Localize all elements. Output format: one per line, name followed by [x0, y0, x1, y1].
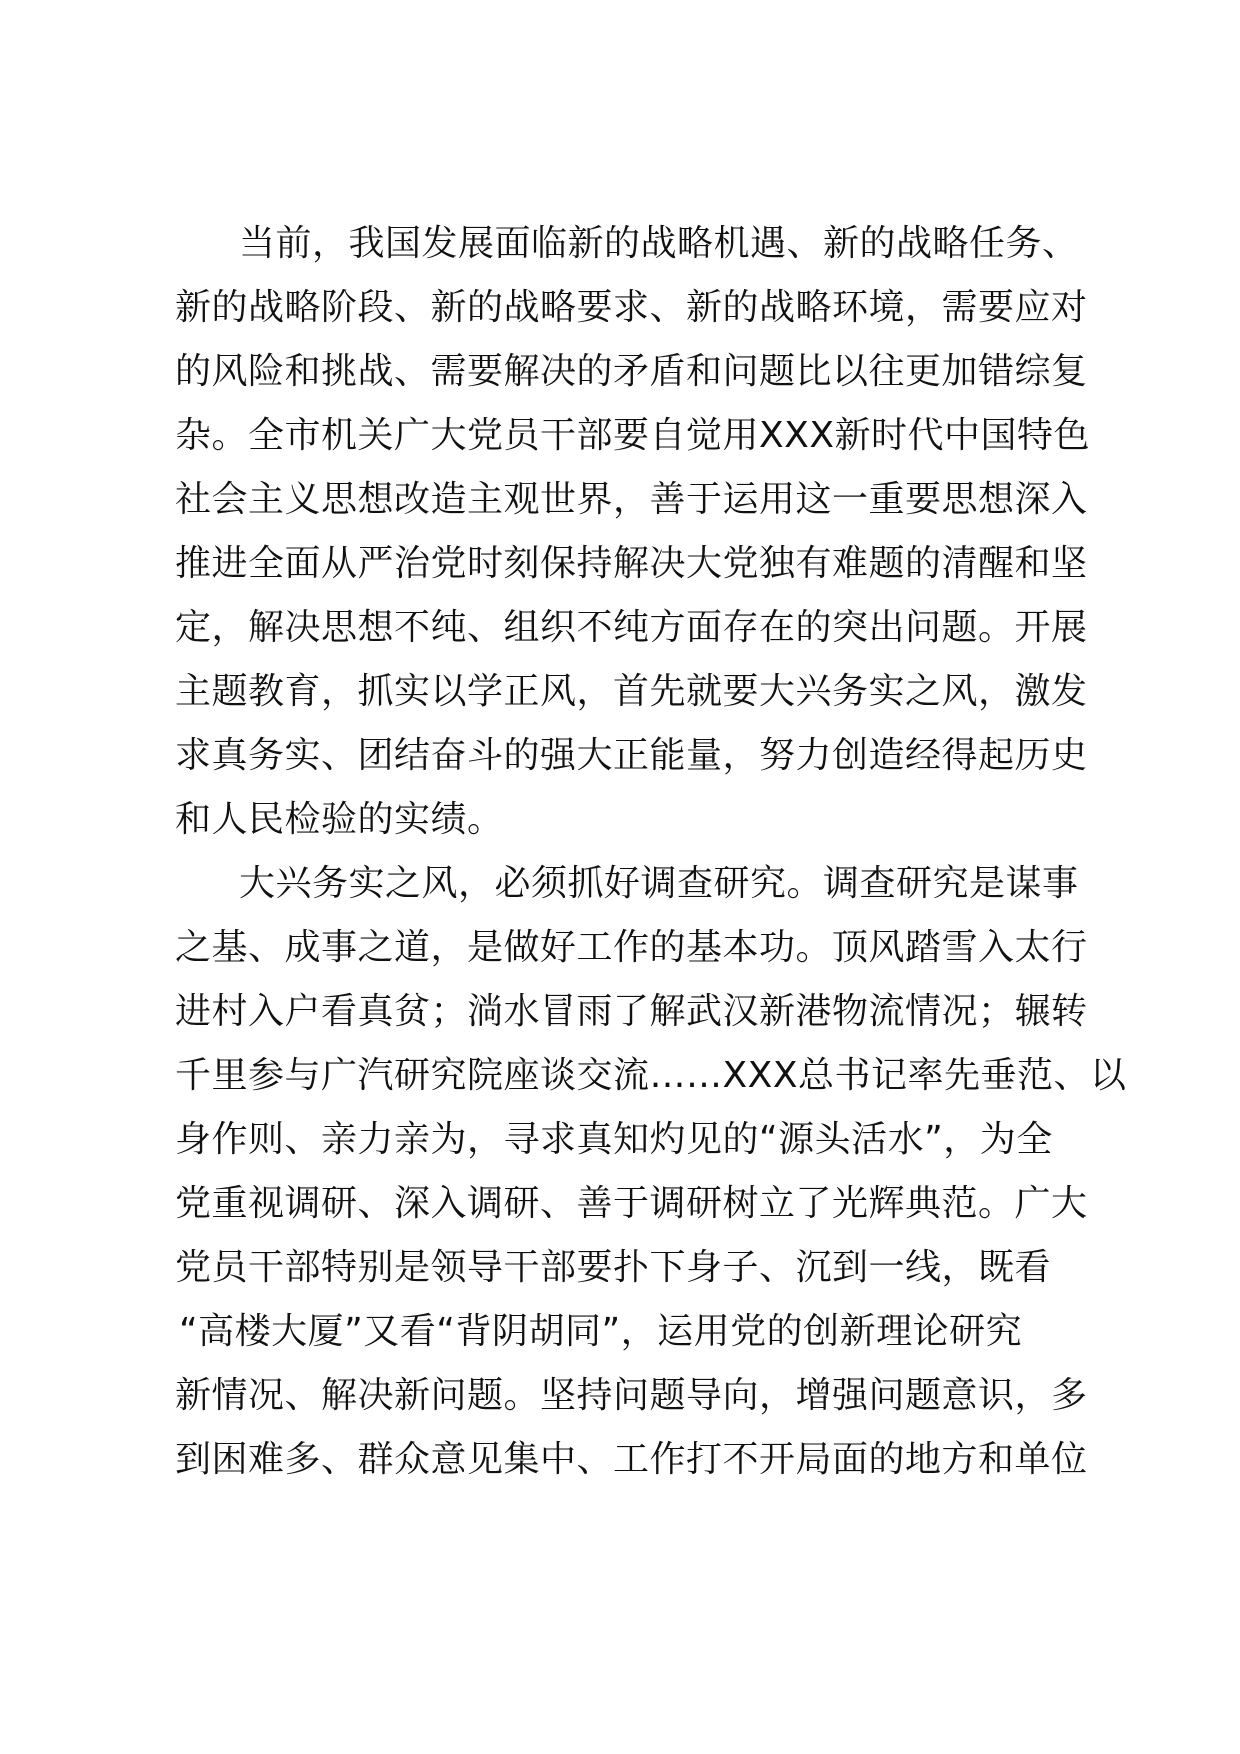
paragraph-line: 身作则、亲力亲为，寻求真知灼见的“源头活水”，为全: [175, 1119, 1053, 1160]
document-body: [175, 212, 1127, 1492]
paragraph-line: 主题教育，抓实以学正风，首先就要大兴务实之风，激发: [175, 671, 1088, 712]
paragraph-line: 和人民检验的实绩。: [175, 799, 504, 840]
paragraph-line: 新情况、解决新问题。坚持问题导向，增强问题意识，多: [175, 1375, 1088, 1416]
paragraph-1: [175, 212, 1095, 852]
paragraph-line: “高楼大厦”又看“背阴胡同”，运用党的创新理论研究: [179, 1311, 1023, 1352]
paragraph-line: 杂。全市机关广大党员干部要自觉用XXX新时代中国特色: [175, 415, 1090, 456]
paragraph-2: [175, 852, 1127, 1492]
paragraph-line: 新的战略阶段、新的战略要求、新的战略环境，需要应对: [175, 287, 1088, 328]
paragraph-line: 千里参与广汽研究院座谈交流……XXX总书记率先垂范、以: [175, 1055, 1127, 1096]
paragraph-line: 定，解决思想不纯、组织不纯方面存在的突出问题。开展: [175, 607, 1088, 648]
paragraph-line: 进村入户看真贫；淌水冒雨了解武汉新港物流情况；辗转: [175, 991, 1088, 1032]
paragraph-line: 求真务实、团结奋斗的强大正能量，努力创造经得起历史: [175, 735, 1088, 776]
paragraph-line: 大兴务实之风，必须抓好调查研究。调查研究是谋事: [239, 863, 1079, 904]
paragraph-line: 之基、成事之道，是做好工作的基本功。顶风踏雪入太行: [175, 927, 1088, 968]
paragraph-line: 的风险和挑战、需要解决的矛盾和问题比以往更加错综复: [175, 351, 1088, 392]
paragraph-line: 推进全面从严治党时刻保持解决大党独有难题的清醒和坚: [175, 543, 1088, 584]
paragraph-line: 到困难多、群众意见集中、工作打不开局面的地方和单位: [175, 1439, 1088, 1480]
paragraph-line: 党重视调研、深入调研、善于调研树立了光辉典范。广大: [175, 1183, 1088, 1224]
paragraph-line: 当前，我国发展面临新的战略机遇、新的战略任务、: [239, 223, 1079, 264]
paragraph-line: 社会主义思想改造主观世界，善于运用这一重要思想深入: [175, 479, 1088, 520]
paragraph-line: 党员干部特别是领导干部要扑下身子、沉到一线，既看: [175, 1247, 1052, 1288]
